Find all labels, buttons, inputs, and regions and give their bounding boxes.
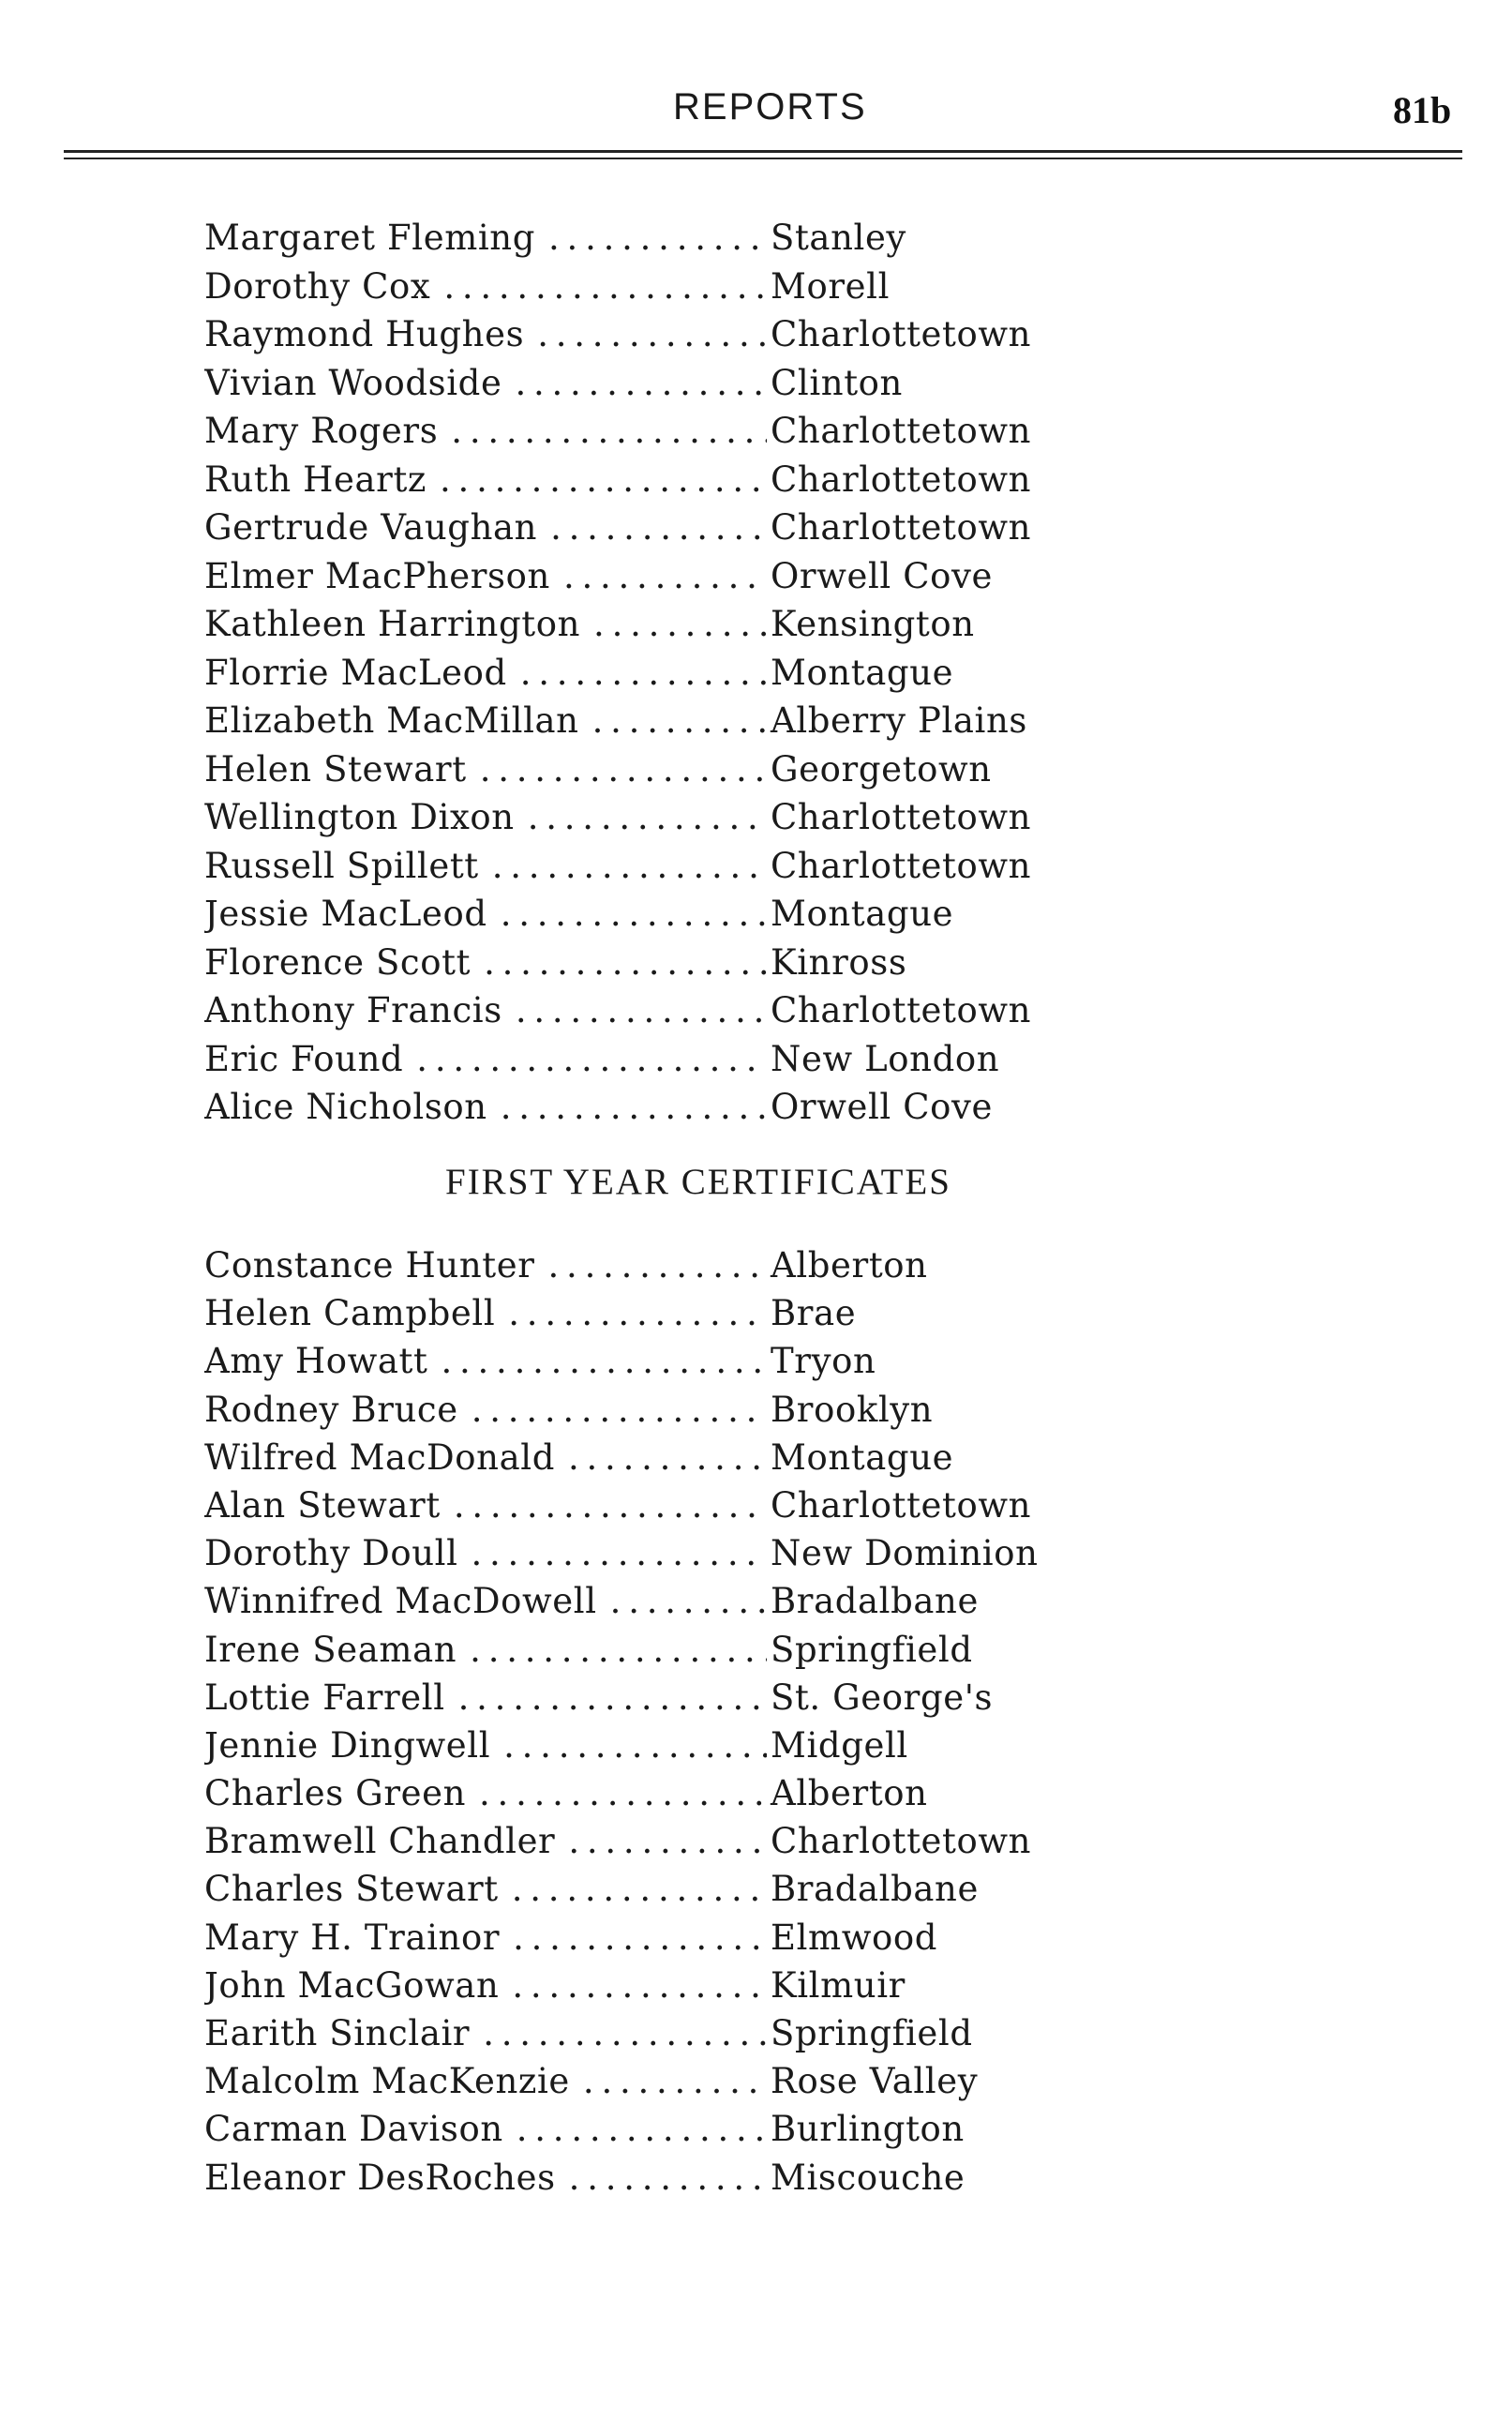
dot-leader — [454, 1481, 767, 1529]
entry-name: Vivian Woodside — [204, 362, 502, 403]
entry-place: Burlington — [771, 2109, 965, 2150]
entry-place: Charlottetown — [771, 1484, 1032, 1526]
list-item — [204, 745, 1142, 794]
dot-leader — [610, 1577, 767, 1625]
first-year-certificates-list — [204, 1241, 1142, 2202]
entry-name-with-leader — [204, 842, 767, 891]
entry-place: Kensington — [771, 604, 975, 644]
entry-name: Alan Stewart — [204, 1484, 441, 1526]
list-item — [204, 1481, 1142, 1529]
entry-place: New Dominion — [771, 1533, 1039, 1574]
entry-name: Jennie Dingwell — [204, 1724, 491, 1766]
entry-name-with-leader — [204, 1434, 767, 1481]
entry-place: St. George's — [771, 1677, 994, 1718]
entry-place: Miscouche — [771, 2157, 966, 2198]
entry-name: Raymond Hughes — [204, 314, 525, 354]
entry-name-with-leader — [204, 456, 767, 504]
dot-leader — [583, 2057, 767, 2105]
list-item — [204, 1035, 1142, 1084]
list-item — [204, 1386, 1142, 1434]
entry-name: Constance Hunter — [204, 1245, 535, 1286]
dot-leader — [503, 1722, 767, 1769]
entry-place: Springfield — [771, 1629, 973, 1670]
list-item — [204, 1722, 1142, 1769]
entry-name: Carman Davison — [204, 2109, 503, 2150]
dot-leader — [516, 2105, 767, 2153]
dot-leader — [512, 1962, 767, 2009]
header-rule-bottom — [64, 158, 1462, 159]
list-item — [204, 1337, 1142, 1385]
list-item — [204, 504, 1142, 552]
entry-name-with-leader — [204, 1722, 767, 1769]
list-item — [204, 842, 1142, 891]
entry-name: Bramwell Chandler — [204, 1821, 556, 1862]
entry-place: Charlottetown — [771, 845, 1032, 886]
entry-name: Elmer MacPherson — [204, 555, 550, 596]
entry-name: John MacGowan — [204, 1964, 500, 2006]
list-item — [204, 359, 1142, 408]
entry-name: Eleanor DesRoches — [204, 2157, 556, 2198]
dot-leader — [484, 939, 767, 987]
dot-leader — [451, 407, 767, 456]
dot-leader — [513, 1914, 767, 1962]
list-item — [204, 986, 1142, 1035]
entry-place: Springfield — [771, 2013, 973, 2053]
list-item — [204, 1962, 1142, 2009]
entry-name-with-leader — [204, 745, 767, 794]
entry-place: Charlottetown — [771, 1821, 1032, 1862]
entry-name: Earith Sinclair — [204, 2013, 471, 2053]
entry-name: Margaret Fleming — [204, 218, 536, 258]
list-item — [204, 1289, 1142, 1337]
entry-name: Charles Green — [204, 1773, 467, 1814]
dot-leader — [593, 600, 767, 649]
list-item — [204, 214, 1142, 263]
list-item — [204, 1914, 1142, 1962]
list-item — [204, 697, 1142, 745]
entry-name: Dorothy Doull — [204, 1533, 458, 1574]
entry-place: Kinross — [771, 941, 907, 983]
entry-name-with-leader — [204, 2057, 767, 2105]
entry-name: Helen Stewart — [204, 748, 467, 789]
dot-leader — [416, 1035, 767, 1084]
entry-name-with-leader — [204, 310, 767, 359]
dot-leader — [483, 2009, 767, 2057]
entry-name: Lottie Farrell — [204, 1677, 445, 1718]
entry-place: Orwell Cove — [771, 555, 994, 596]
entry-place: Montague — [771, 652, 954, 693]
entry-place: Midgell — [771, 1724, 908, 1766]
list-item — [204, 1626, 1142, 1674]
entry-place: Orwell Cove — [771, 1087, 994, 1127]
entry-place: Brae — [771, 1293, 857, 1334]
entry-name-with-leader — [204, 986, 767, 1035]
section-heading: FIRST YEAR CERTIFICATES — [445, 1162, 951, 1202]
dot-leader — [548, 214, 767, 263]
entry-name-with-leader — [204, 890, 767, 939]
entry-place: Elmwood — [771, 1917, 938, 1958]
entry-name-with-leader — [204, 359, 767, 408]
list-item — [204, 600, 1142, 649]
list-item — [204, 1241, 1142, 1289]
entry-name: Jessie MacLeod — [204, 894, 487, 934]
entry-place: Alberton — [771, 1773, 928, 1814]
list-item — [204, 310, 1142, 359]
entry-place: Charlottetown — [771, 411, 1032, 451]
entry-place: Kilmuir — [771, 1964, 906, 2006]
entry-name: Florence Scott — [204, 941, 472, 983]
dot-leader — [548, 1241, 767, 1289]
entry-name-with-leader — [204, 504, 767, 552]
entry-name: Mary Rogers — [204, 411, 439, 451]
entry-name-with-leader — [204, 2154, 767, 2202]
entry-place: Clinton — [771, 362, 903, 403]
list-item — [204, 939, 1142, 987]
entry-place: Stanley — [771, 218, 906, 258]
dot-leader — [492, 842, 767, 891]
list-item — [204, 1769, 1142, 1817]
list-item — [204, 1577, 1142, 1625]
entry-name-with-leader — [204, 600, 767, 649]
dot-leader — [458, 1674, 767, 1722]
entry-name: Gertrude Vaughan — [204, 507, 538, 548]
list-item — [204, 456, 1142, 504]
entry-name: Amy Howatt — [204, 1341, 428, 1382]
entry-name: Malcolm MacKenzie — [204, 2061, 570, 2102]
list-item — [204, 407, 1142, 456]
entry-name: Russell Spillett — [204, 845, 479, 886]
entry-name-with-leader — [204, 263, 767, 311]
entry-name-with-leader — [204, 1035, 767, 1084]
dot-leader — [479, 1769, 767, 1817]
entry-place: Georgetown — [771, 748, 992, 789]
entry-name-with-leader — [204, 1817, 767, 1865]
entry-place: Rose Valley — [771, 2061, 979, 2102]
entry-name-with-leader — [204, 1337, 767, 1385]
dot-leader — [470, 1626, 767, 1674]
entry-place: Tryon — [771, 1341, 876, 1382]
entry-name-with-leader — [204, 1083, 767, 1132]
entry-name: Irene Seaman — [204, 1629, 457, 1670]
dot-leader — [516, 986, 767, 1035]
entry-name: Dorothy Cox — [204, 265, 431, 307]
list-item — [204, 552, 1142, 601]
entry-name: Wilfred MacDonald — [204, 1436, 555, 1478]
entry-name-with-leader — [204, 1962, 767, 2009]
page-header — [0, 86, 1512, 143]
entry-name-with-leader — [204, 2009, 767, 2057]
dot-leader — [508, 1289, 767, 1337]
list-item — [204, 1674, 1142, 1722]
entry-name: Kathleen Harrington — [204, 604, 581, 644]
entry-name: Anthony Francis — [204, 990, 502, 1030]
entry-name-with-leader — [204, 1865, 767, 1913]
dot-leader — [472, 1386, 767, 1434]
entry-name-with-leader — [204, 1914, 767, 1962]
dot-leader — [441, 1337, 767, 1385]
entry-name-with-leader — [204, 1674, 767, 1722]
entry-name-with-leader — [204, 1386, 767, 1434]
entry-place: New London — [771, 1038, 1000, 1079]
entry-name: Eric Found — [204, 1038, 404, 1079]
entry-place: Morell — [771, 265, 891, 307]
entry-name-with-leader — [204, 1577, 767, 1625]
dot-leader — [440, 456, 767, 504]
entry-name-with-leader — [204, 214, 767, 263]
entry-name-with-leader — [204, 1289, 767, 1337]
list-item — [204, 1817, 1142, 1865]
dot-leader — [501, 1083, 767, 1132]
entry-place: Brooklyn — [771, 1389, 934, 1430]
entry-name-with-leader — [204, 649, 767, 698]
entry-name-with-leader — [204, 2105, 767, 2153]
list-item — [204, 1434, 1142, 1481]
entry-name-with-leader — [204, 1481, 767, 1529]
entry-place: Montague — [771, 1436, 954, 1478]
dot-leader — [537, 310, 767, 359]
list-item — [204, 263, 1142, 311]
list-item — [204, 1529, 1142, 1577]
entry-name-with-leader — [204, 1769, 767, 1817]
dot-leader — [563, 552, 767, 601]
entry-place: Bradalbane — [771, 1581, 979, 1622]
entry-place: Charlottetown — [771, 314, 1032, 354]
dot-leader — [515, 359, 767, 408]
entry-name: Elizabeth MacMillan — [204, 700, 579, 741]
entry-name: Helen Campbell — [204, 1293, 496, 1334]
dot-leader — [520, 649, 767, 698]
dot-leader — [550, 504, 767, 552]
entry-name-with-leader — [204, 793, 767, 842]
header-rule-top — [64, 150, 1462, 153]
list-item — [204, 2154, 1142, 2202]
dot-leader — [568, 1817, 767, 1865]
list-item — [204, 2057, 1142, 2105]
list-item — [204, 649, 1142, 698]
list-item — [204, 1865, 1142, 1913]
entry-place: Bradalbane — [771, 1869, 979, 1910]
running-title: REPORTS — [673, 86, 867, 128]
entry-name-with-leader — [204, 939, 767, 987]
page-number: 81b — [1393, 89, 1452, 131]
entry-name: Florrie MacLeod — [204, 652, 507, 693]
list-item — [204, 2105, 1142, 2153]
entry-name: Wellington Dixon — [204, 797, 515, 837]
entry-name: Charles Stewart — [204, 1869, 499, 1910]
dot-leader — [443, 263, 767, 311]
entry-place: Alberry Plains — [771, 700, 1028, 741]
entry-place: Charlottetown — [771, 797, 1032, 837]
dot-leader — [568, 1434, 767, 1481]
entry-name: Alice Nicholson — [204, 1087, 487, 1127]
entry-name: Rodney Bruce — [204, 1389, 458, 1430]
list-item — [204, 1083, 1142, 1132]
dot-leader — [501, 890, 767, 939]
entry-name-with-leader — [204, 1626, 767, 1674]
entry-place: Montague — [771, 894, 954, 934]
dot-leader — [480, 745, 767, 794]
entry-name-with-leader — [204, 407, 767, 456]
dot-leader — [592, 697, 767, 745]
entry-place: Charlottetown — [771, 459, 1032, 500]
list-item — [204, 890, 1142, 939]
entry-name-with-leader — [204, 1529, 767, 1577]
dot-leader — [472, 1529, 767, 1577]
dot-leader — [512, 1865, 767, 1913]
dot-leader — [569, 2154, 767, 2202]
entry-place: Charlottetown — [771, 507, 1032, 548]
dot-leader — [528, 793, 767, 842]
entry-place: Charlottetown — [771, 990, 1032, 1030]
list-item — [204, 793, 1142, 842]
entry-name: Mary H. Trainor — [204, 1917, 501, 1958]
entry-name: Winnifred MacDowell — [204, 1581, 597, 1622]
entry-name-with-leader — [204, 697, 767, 745]
list-item — [204, 2009, 1142, 2057]
entry-place: Alberton — [771, 1245, 928, 1286]
graduates-list — [204, 214, 1142, 1132]
entry-name-with-leader — [204, 552, 767, 601]
entry-name-with-leader — [204, 1241, 767, 1289]
entry-name: Ruth Heartz — [204, 459, 427, 500]
